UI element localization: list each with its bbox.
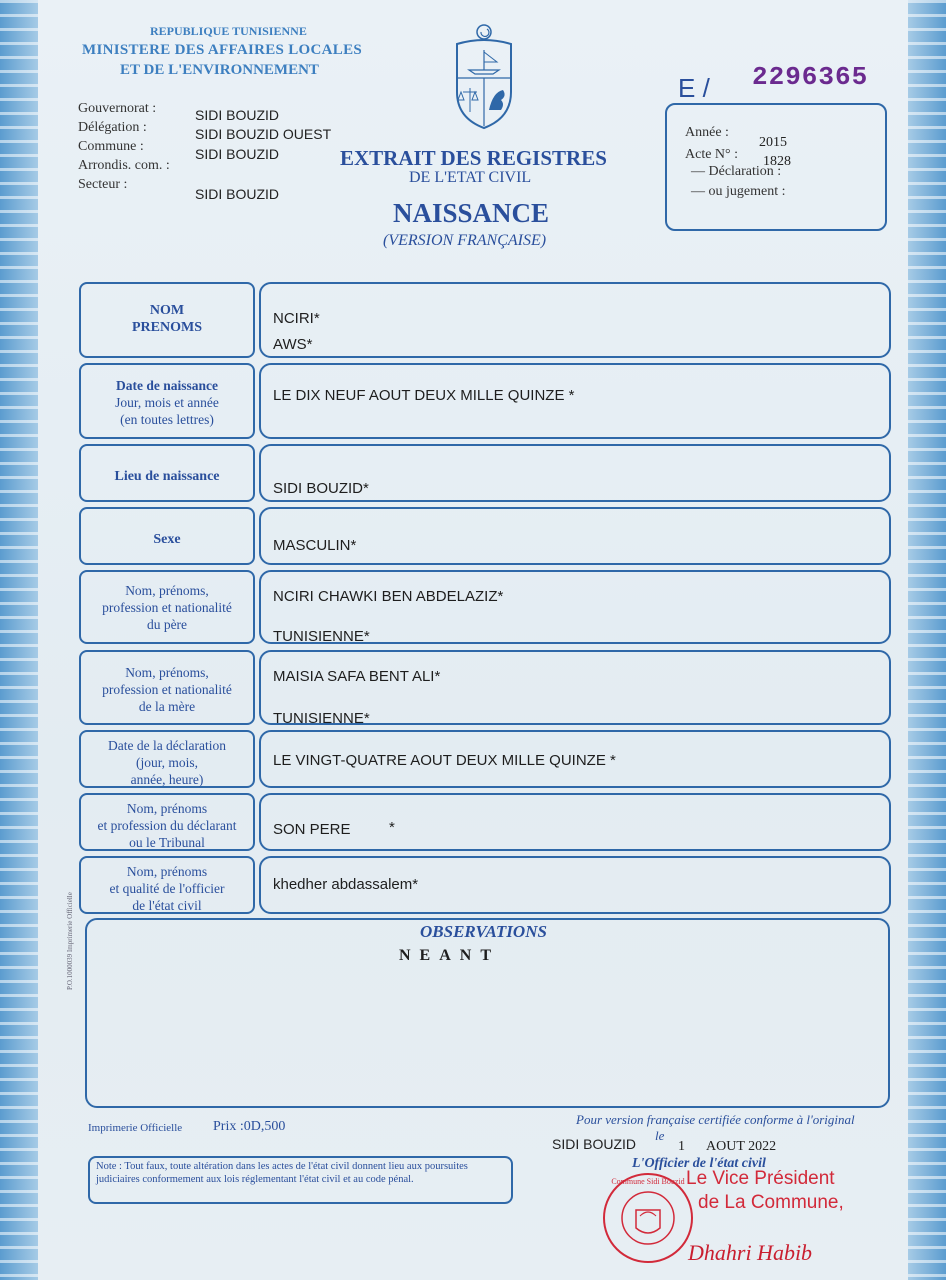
pere-label-1: Nom, prénoms, [125, 583, 209, 598]
date-naissance-value: LE DIX NEUF AOUT DEUX MILLE QUINZE * [273, 387, 575, 404]
observations-value: NEANT [399, 947, 501, 964]
note-label: Note : [96, 1161, 122, 1172]
secteur-label: Secteur : [78, 177, 128, 192]
declarant-value-box [259, 793, 891, 851]
title-naissance: NAISSANCE [393, 198, 550, 228]
row-declarant [79, 793, 891, 851]
mere-value-box [259, 650, 891, 725]
header-republique: REPUBLIQUE TUNISIENNE [150, 24, 307, 38]
row-officier [79, 856, 891, 914]
row-nom [79, 282, 891, 358]
officier-label-box [79, 856, 255, 914]
pere-nationality-value: TUNISIENNE* [273, 628, 370, 645]
prenoms-value: AWS* [273, 336, 313, 353]
jugement-label: — ou jugement : [691, 184, 786, 199]
prix-label: Prix :0D,500 [213, 1119, 286, 1134]
lieu-label: Lieu de naissance [114, 469, 220, 484]
title-version: (VERSION FRANÇAISE) [383, 232, 547, 249]
left-decorative-border [0, 0, 38, 1280]
officier-value-box [259, 856, 891, 914]
title-etat-civil: DE L'ETAT CIVIL [409, 169, 532, 186]
lieu-value: SIDI BOUZID* [273, 480, 369, 497]
declarant-star: * [389, 819, 395, 836]
pere-label-box [79, 570, 255, 644]
officier-label-1: Nom, prénoms [126, 864, 208, 879]
commune-seal-stamp-icon [600, 1170, 696, 1266]
declaration-label-box [79, 730, 255, 788]
declarant-value: SON PERE [273, 821, 351, 838]
sexe-value-box [259, 507, 891, 565]
row-sexe [79, 507, 891, 565]
issue-le: le [655, 1128, 665, 1143]
mere-label-box [79, 650, 255, 725]
officier-label-2: et qualité de l'officier [109, 881, 225, 896]
row-lieu [79, 444, 891, 502]
acte-box [665, 103, 887, 231]
pere-label-2: profession et nationalité [102, 600, 232, 615]
declaration-value-box [259, 730, 891, 788]
officier-value: khedher abdassalem* [273, 876, 419, 893]
mere-nationality-value: TUNISIENNE* [273, 710, 370, 727]
issue-date: AOUT 2022 [706, 1139, 777, 1154]
declarant-label-box [79, 793, 255, 851]
nom-label-box [79, 282, 255, 358]
commune-value: SIDI BOUZID [195, 146, 280, 162]
signature: Dhahri Habib [688, 1240, 813, 1265]
nom-value-box [259, 282, 891, 358]
seal-lettering: Commune Sidi Bouzid [611, 1177, 685, 1186]
date-naissance-value-box [259, 363, 891, 439]
prenoms-label: PRENOMS [132, 320, 202, 335]
sexe-label-box [79, 507, 255, 565]
mere-label-3: de la mère [138, 699, 196, 714]
mere-name-value: MAISIA SAFA BENT ALI* [273, 668, 441, 685]
date-naissance-sublabel: Jour, mois et année [115, 395, 219, 410]
title-extrait: EXTRAIT DES REGISTRES [340, 146, 607, 170]
sexe-value: MASCULIN* [273, 537, 357, 554]
delegation-label: Délégation : [78, 120, 147, 135]
date-naissance-sublabel2: (en toutes lettres) [120, 412, 214, 427]
gouvernorat-value: SIDI BOUZID [195, 107, 280, 123]
declarant-label-3: ou le Tribunal [129, 835, 205, 850]
declarant-label-1: Nom, prénoms [126, 801, 208, 816]
stamp-line-1: Le Vice Président [686, 1168, 835, 1189]
issue-place: SIDI BOUZID [552, 1136, 637, 1152]
stamp-line-2: de La Commune, [698, 1192, 844, 1213]
pere-label-3: du père [146, 617, 188, 632]
lieu-value-box [259, 444, 891, 502]
nom-value: NCIRI* [273, 310, 320, 327]
secteur-value: SIDI BOUZID [195, 186, 280, 202]
registry-e-label: E / [678, 73, 710, 103]
declaration-label-3: année, heure) [130, 772, 204, 787]
date-naissance-label-box [79, 363, 255, 439]
row-declaration [79, 730, 891, 788]
commune-label: Commune : [78, 139, 144, 154]
tunisia-coat-of-arms-icon [449, 22, 519, 134]
imprimerie-label: Imprimerie Officielle [88, 1122, 183, 1134]
declaration-label-1: Date de la déclaration [107, 738, 227, 753]
row-date-naissance [79, 363, 891, 439]
pere-name-value: NCIRI CHAWKI BEN ABDELAZIZ* [273, 588, 504, 605]
annee-label: Année : [685, 125, 729, 140]
side-printer-mark: P.O.1000039 Imprimerie Officielle [66, 892, 74, 990]
arrondissement-label: Arrondis. com. : [78, 158, 170, 173]
observations-title: OBSERVATIONS [420, 922, 547, 941]
certification-text: Pour version française certifiée conforme à l'original [576, 1112, 855, 1127]
registry-serial-number: 2296365 [752, 62, 869, 92]
officier-title: L'Officier de l'état civil [632, 1156, 766, 1171]
issue-day: 1 [678, 1139, 685, 1154]
acte-value: 1828 [763, 154, 791, 169]
declaration-value: LE VINGT-QUATRE AOUT DEUX MILLE QUINZE * [273, 752, 616, 769]
annee-value: 2015 [759, 135, 787, 150]
row-pere [79, 570, 891, 644]
row-mere [79, 650, 891, 725]
gouvernorat-label: Gouvernorat : [78, 101, 157, 116]
header-environnement: ET DE L'ENVIRONNEMENT [120, 62, 319, 78]
header-ministere: MINISTERE DES AFFAIRES LOCALES [82, 42, 363, 58]
officier-label-3: de l'état civil [132, 898, 202, 913]
sexe-label: Sexe [153, 532, 181, 547]
lieu-label-box [79, 444, 255, 502]
nom-label: NOM [149, 303, 185, 318]
declarant-label-2: et profession du déclarant [97, 818, 237, 833]
declaration-label-2: (jour, mois, [135, 755, 199, 770]
pere-value-box [259, 570, 891, 644]
note-text: Tout faux, toute altération dans les actes de l'état civil donnent lieu aux poursuites judiciaires conformement aux lois réglementant l'état civil et au code pénal. [96, 1161, 468, 1185]
right-decorative-border [908, 0, 946, 1280]
acte-label: Acte N° : [685, 147, 739, 162]
legal-note-box [88, 1156, 513, 1204]
declaration-label: — Déclaration : [691, 164, 782, 179]
mere-label-1: Nom, prénoms, [125, 665, 209, 680]
date-naissance-label: Date de naissance [116, 378, 218, 393]
delegation-value: SIDI BOUZID OUEST [195, 126, 332, 142]
mere-label-2: profession et nationalité [102, 682, 232, 697]
